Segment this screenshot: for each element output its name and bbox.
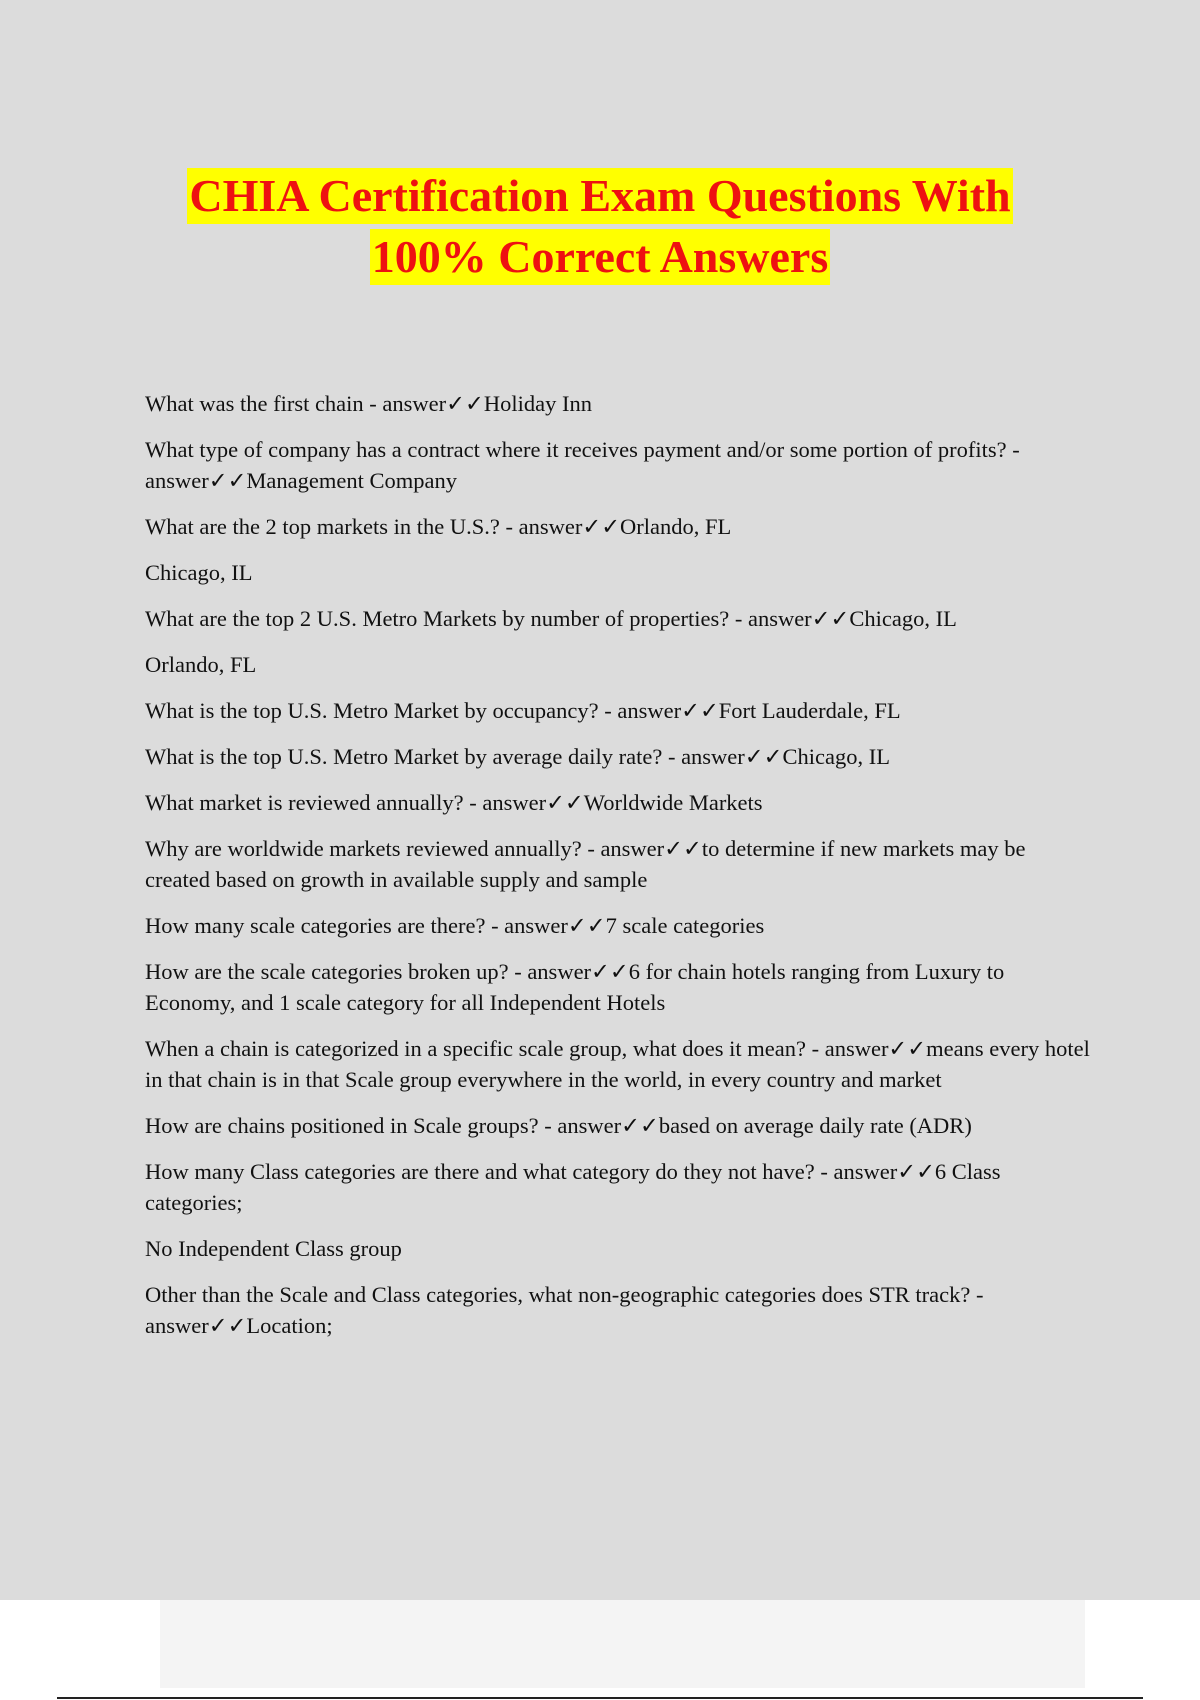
footer-rule [57, 1697, 1143, 1699]
qa-item: Chicago, IL [145, 560, 253, 585]
qa-item: How are chains positioned in Scale groups? - answer✓✓based on average daily rate (ADR) [145, 1113, 972, 1138]
qa-item: What was the first chain - answer✓✓Holiday Inn [145, 391, 592, 416]
qa-item: Orlando, FL [145, 652, 257, 677]
qa-item: What type of company has a contract where it receives payment and/or some portion of profits? - answer✓✓Management Company [145, 437, 1020, 493]
qa-item: Other than the Scale and Class categories, what non-geographic categories does STR track? - answer✓✓Location; [145, 1282, 984, 1338]
qa-item: When a chain is categorized in a specific scale group, what does it mean? - answer✓✓means every hotel in that chain is in that Scale group everywhere in the world, in every country and market [145, 1036, 1090, 1092]
page-title [0, 168, 1200, 290]
qa-item: What is the top U.S. Metro Market by average daily rate? - answer✓✓Chicago, IL [145, 744, 890, 769]
qa-item: What is the top U.S. Metro Market by occupancy? - answer✓✓Fort Lauderdale, FL [145, 698, 901, 723]
title-line-2: 100% Correct Answers [370, 229, 831, 285]
qa-item: What are the top 2 U.S. Metro Markets by number of properties? - answer✓✓Chicago, IL [145, 606, 957, 631]
qa-item: How many Class categories are there and what category do they not have? - answer✓✓6 Class categories; [145, 1159, 1001, 1215]
qa-list [145, 388, 1095, 1356]
qa-item: Why are worldwide markets reviewed annually? - answer✓✓to determine if new markets may be created based on growth in available supply and sample [145, 836, 1026, 892]
qa-item: What market is reviewed annually? - answer✓✓Worldwide Markets [145, 790, 763, 815]
qa-item: No Independent Class group [145, 1236, 402, 1261]
qa-item: What are the 2 top markets in the U.S.? - answer✓✓Orlando, FL [145, 514, 732, 539]
title-line-1: CHIA Certification Exam Questions With [187, 168, 1012, 224]
qa-item: How many scale categories are there? - answer✓✓7 scale categories [145, 913, 765, 938]
qa-item: How are the scale categories broken up? - answer✓✓6 for chain hotels ranging from Luxury to Economy, and 1 scale category for all Independent Hotels [145, 959, 1005, 1015]
next-page-strip [160, 1600, 1085, 1688]
